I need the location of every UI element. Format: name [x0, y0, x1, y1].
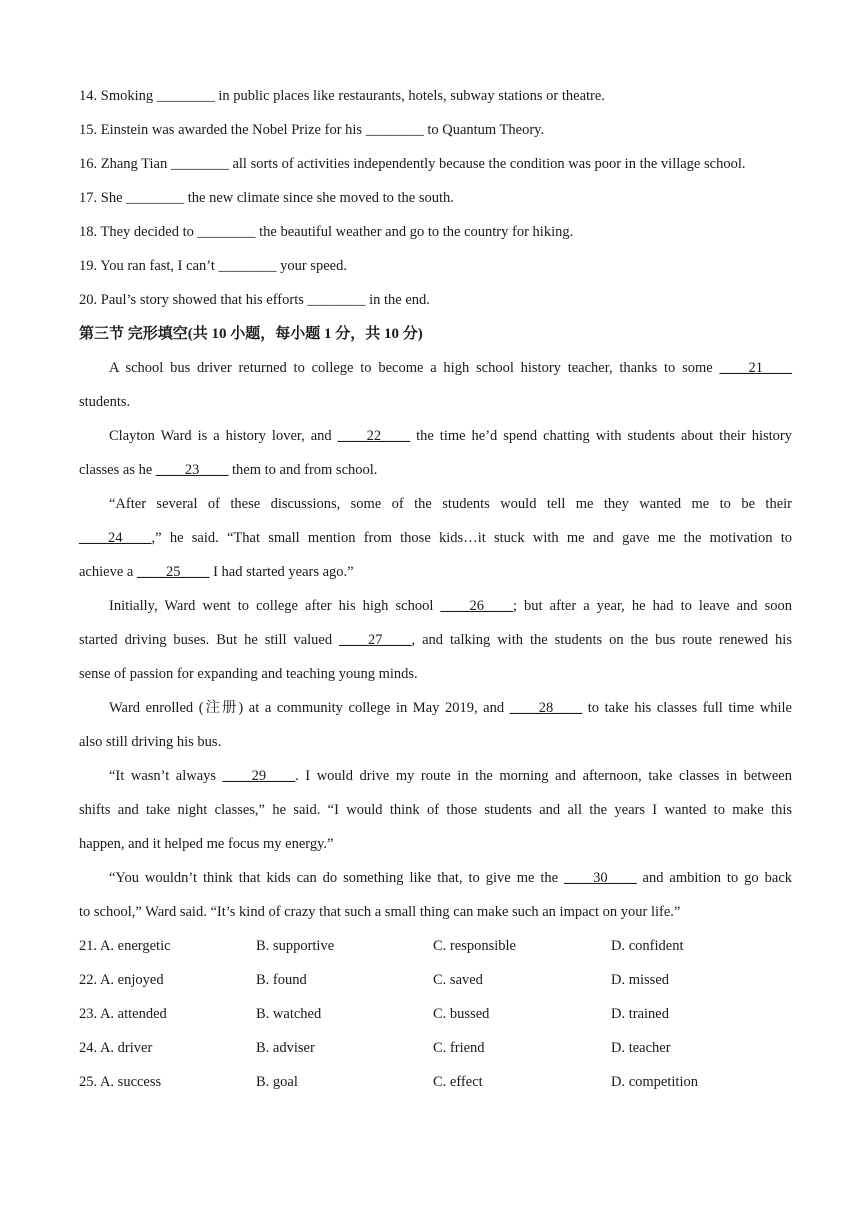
option-a: 22. A. enjoyed — [79, 972, 164, 988]
option-c: C. effect — [433, 1074, 483, 1090]
option-c: C. saved — [433, 972, 483, 988]
blank-27: ____27____ — [339, 632, 412, 648]
blank-26: ____26____ — [440, 598, 513, 614]
passage-line: A school bus driver returned to college to become a high school history teacher, thanks to some ____21____ — [109, 360, 792, 376]
option-d: D. trained — [611, 1006, 669, 1022]
blank-30: ____30____ — [564, 870, 637, 886]
option-d: D. confident — [611, 938, 684, 954]
passage-line: ____24____,” he said. “That small mention from those kids…it stuck with me and gave me the motivation to — [79, 530, 792, 546]
sentence-18: 18. They decided to ________ the beautiful weather and go to the country for hiking. — [79, 224, 574, 240]
passage-line: Ward enrolled (注册) at a community college in May 2019, and ____28____ to take his classes full time while — [109, 700, 792, 716]
option-c: C. bussed — [433, 1006, 490, 1022]
passage-line: started driving buses. But he still valued ____27____, and talking with the students on the bus route renewed his — [79, 632, 792, 648]
sentence-14: 14. Smoking ________ in public places like restaurants, hotels, subway stations or theatre. — [79, 88, 605, 104]
blank-28: ____28____ — [509, 700, 583, 716]
option-d: D. missed — [611, 972, 669, 988]
passage-line: Clayton Ward is a history lover, and ____22____ the time he’d spend chatting with students about their history — [109, 428, 792, 444]
sentence-17: 17. She ________ the new climate since she moved to the south. — [79, 190, 454, 206]
passage-line: to school,” Ward said. “It’s kind of crazy that such a small thing can make such an impact on your life.” — [79, 904, 681, 920]
passage-line: also still driving his bus. — [79, 734, 222, 750]
option-b: B. supportive — [256, 938, 335, 954]
options-row-23 — [79, 1002, 792, 1036]
passage-line: “You wouldn’t think that kids can do something like that, to give me the ____30____ and ambition to go back — [109, 870, 793, 886]
option-a: 21. A. energetic — [79, 938, 171, 954]
options-row-22 — [79, 968, 792, 1002]
passage-line: achieve a ____25____ I had started years ago.” — [79, 564, 354, 580]
section-heading: 第三节 完形填空(共 10 小题，每小题 1 分，共 10 分) — [79, 326, 423, 342]
options-row-21 — [79, 934, 792, 968]
blank-22: ____22____ — [337, 428, 411, 444]
option-a: 25. A. success — [79, 1074, 162, 1090]
blank-23: ____23____ — [155, 462, 229, 478]
passage-line: happen, and it helped me focus my energy.” — [79, 836, 334, 852]
sentence-20: 20. Paul’s story showed that his efforts ________ in the end. — [79, 292, 430, 308]
option-c: C. responsible — [433, 938, 516, 954]
passage-line: “After several of these discussions, some of the students would tell me they wanted me to be their — [109, 496, 792, 512]
option-b: B. found — [256, 972, 307, 988]
option-b: B. goal — [256, 1074, 298, 1090]
passage-line: Initially, Ward went to college after his high school ____26____; but after a year, he had to leave and soon — [109, 598, 792, 614]
sentence-16: 16. Zhang Tian ________ all sorts of activities independently because the condition was poor in the village school. — [79, 156, 746, 172]
document-page — [79, 84, 792, 1104]
option-d: D. competition — [611, 1074, 698, 1090]
sentence-15: 15. Einstein was awarded the Nobel Prize for his ________ to Quantum Theory. — [79, 122, 545, 138]
option-b: B. adviser — [256, 1040, 315, 1056]
option-d: D. teacher — [611, 1040, 671, 1056]
options-row-24 — [79, 1036, 792, 1070]
option-b: B. watched — [256, 1006, 322, 1022]
passage-line: sense of passion for expanding and teaching young minds. — [79, 666, 418, 682]
blank-21: ____21____ — [719, 360, 792, 376]
passage-line: shifts and take night classes,” he said. “I would think of those students and all the years I wanted to make this — [79, 802, 792, 818]
option-a: 23. A. attended — [79, 1006, 167, 1022]
blank-24: ____24____ — [79, 530, 152, 546]
option-a: 24. A. driver — [79, 1040, 153, 1056]
options-row-25 — [79, 1070, 792, 1104]
option-c: C. friend — [433, 1040, 485, 1056]
passage-line: students. — [79, 394, 131, 410]
blank-25: ____25____ — [136, 564, 210, 580]
passage-line: “It wasn’t always ____29____. I would drive my route in the morning and afternoon, take classes in between — [109, 768, 792, 784]
sentence-19: 19. You ran fast, I can’t ________ your speed. — [79, 258, 347, 274]
passage-line: classes as he ____23____ them to and from school. — [79, 462, 378, 478]
blank-29: ____29____ — [222, 768, 296, 784]
